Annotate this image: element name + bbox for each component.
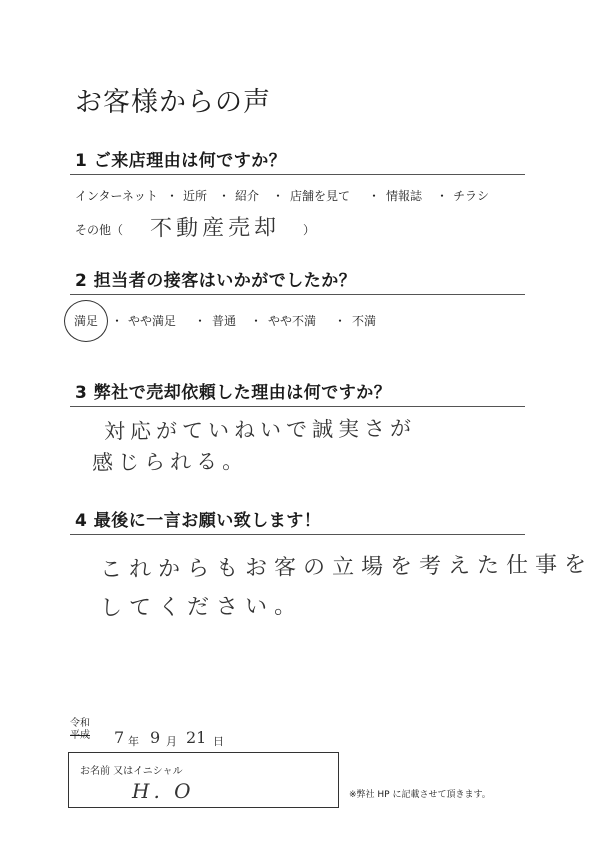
date-year-handwritten: 7 (114, 728, 125, 747)
q1-option-internet: インターネット (75, 189, 158, 203)
date-day-unit: 日 (213, 735, 224, 748)
q1-option-magazine: 情報誌 (386, 189, 423, 203)
q2-separator: ・ (250, 314, 263, 328)
question-1-divider (70, 174, 525, 175)
q2-separator: ・ (194, 314, 207, 328)
question-4-heading: 4 最後に一言お願い致します！ (75, 511, 322, 531)
q2-option-somewhat-satisfied: やや満足 (128, 314, 177, 328)
q1-option-neighborhood: 近所 (183, 189, 208, 203)
q1-separator: ・ (436, 189, 449, 203)
q3-answer-line-1: 対応がていねいで誠実さが (103, 416, 417, 444)
name-label: お名前 又はイニシャル (80, 766, 183, 777)
q2-option-somewhat-dissatisfied: やや不満 (268, 314, 317, 328)
q1-option-flyer: チラシ (453, 189, 490, 203)
question-1-heading: 1 ご来店理由は何ですか？ (75, 151, 287, 171)
q2-separator: ・ (111, 314, 124, 328)
date-month-unit: 月 (166, 735, 177, 748)
q2-option-neutral: 普通 (212, 314, 237, 328)
q3-answer-line-2: 感じられる。 (91, 449, 249, 475)
q2-separator: ・ (334, 314, 347, 328)
question-4-divider (70, 534, 525, 535)
q2-option-satisfied: 満足 (74, 314, 99, 328)
name-handwritten: H. O (132, 779, 195, 803)
era-current: 令和 (70, 718, 90, 729)
q1-option-referral: 紹介 (235, 189, 260, 203)
question-2-divider (70, 294, 525, 295)
q1-other-label: その他（ (75, 223, 124, 237)
publication-note: ※弊社 HP に記載させて頂きます。 (349, 790, 491, 800)
q1-option-store: 店舗を見て (290, 189, 351, 203)
q1-separator: ・ (218, 189, 231, 203)
q1-other-handwritten: 不動産売却 (149, 215, 281, 242)
era-label (70, 718, 90, 742)
q1-separator: ・ (272, 189, 285, 203)
date-month-handwritten: 9 (150, 728, 161, 747)
question-3-heading: 3 弊社で売却依頼した理由は何ですか？ (75, 383, 392, 403)
date-year-unit: 年 (128, 735, 139, 748)
name-box (68, 752, 339, 808)
date-day-handwritten: 21 (186, 728, 207, 747)
page-title: お客様からの声 (75, 87, 271, 118)
q1-separator: ・ (166, 189, 179, 203)
q1-other-close: ） (303, 223, 316, 237)
q4-answer-line-2: してください。 (99, 593, 304, 622)
q1-separator: ・ (368, 189, 381, 203)
q4-answer-line-1: これからもお客の立場を考えた仕事を (99, 552, 594, 583)
era-struck: 平成 (70, 730, 90, 741)
question-3-divider (70, 406, 525, 407)
question-2-heading: 2 担当者の接客はいかがでしたか？ (75, 271, 357, 291)
q2-option-dissatisfied: 不満 (352, 314, 377, 328)
